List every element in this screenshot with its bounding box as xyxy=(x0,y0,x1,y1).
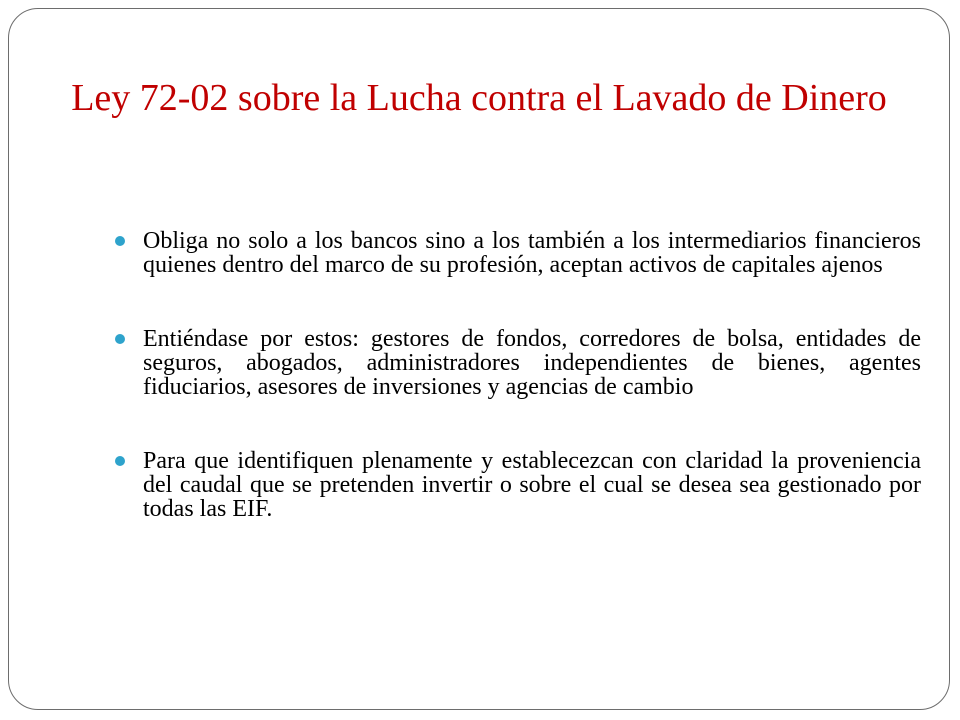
bullet-text: Obliga no solo a los bancos sino a los también a los intermediarios financieros quienes dentro del marco de su profesión, aceptan activos de capitales ajenos xyxy=(143,228,921,278)
bullet-text: Para que identifiquen plenamente y establecezcan con claridad la proveniencia del caudal que se pretenden invertir o sobre el cual se desea sea gestionado por todas las EIF. xyxy=(143,448,921,522)
bullet-list xyxy=(115,229,921,571)
bullet-dot-icon xyxy=(115,334,125,344)
bullet-text: Entiéndase por estos: gestores de fondos, corredores de bolsa, entidades de seguros, abogados, administradores independientes de bienes, agentes fiduciarios, asesores de inversiones y agencias de cambio xyxy=(143,326,921,400)
bullet-item xyxy=(115,327,921,399)
bullet-dot-icon xyxy=(115,236,125,246)
slide-frame xyxy=(8,8,950,710)
bullet-item xyxy=(115,229,921,277)
bullet-item xyxy=(115,449,921,521)
bullet-dot-icon xyxy=(115,456,125,466)
slide-title: Ley 72-02 sobre la Lucha contra el Lavado de Dinero xyxy=(71,77,887,119)
